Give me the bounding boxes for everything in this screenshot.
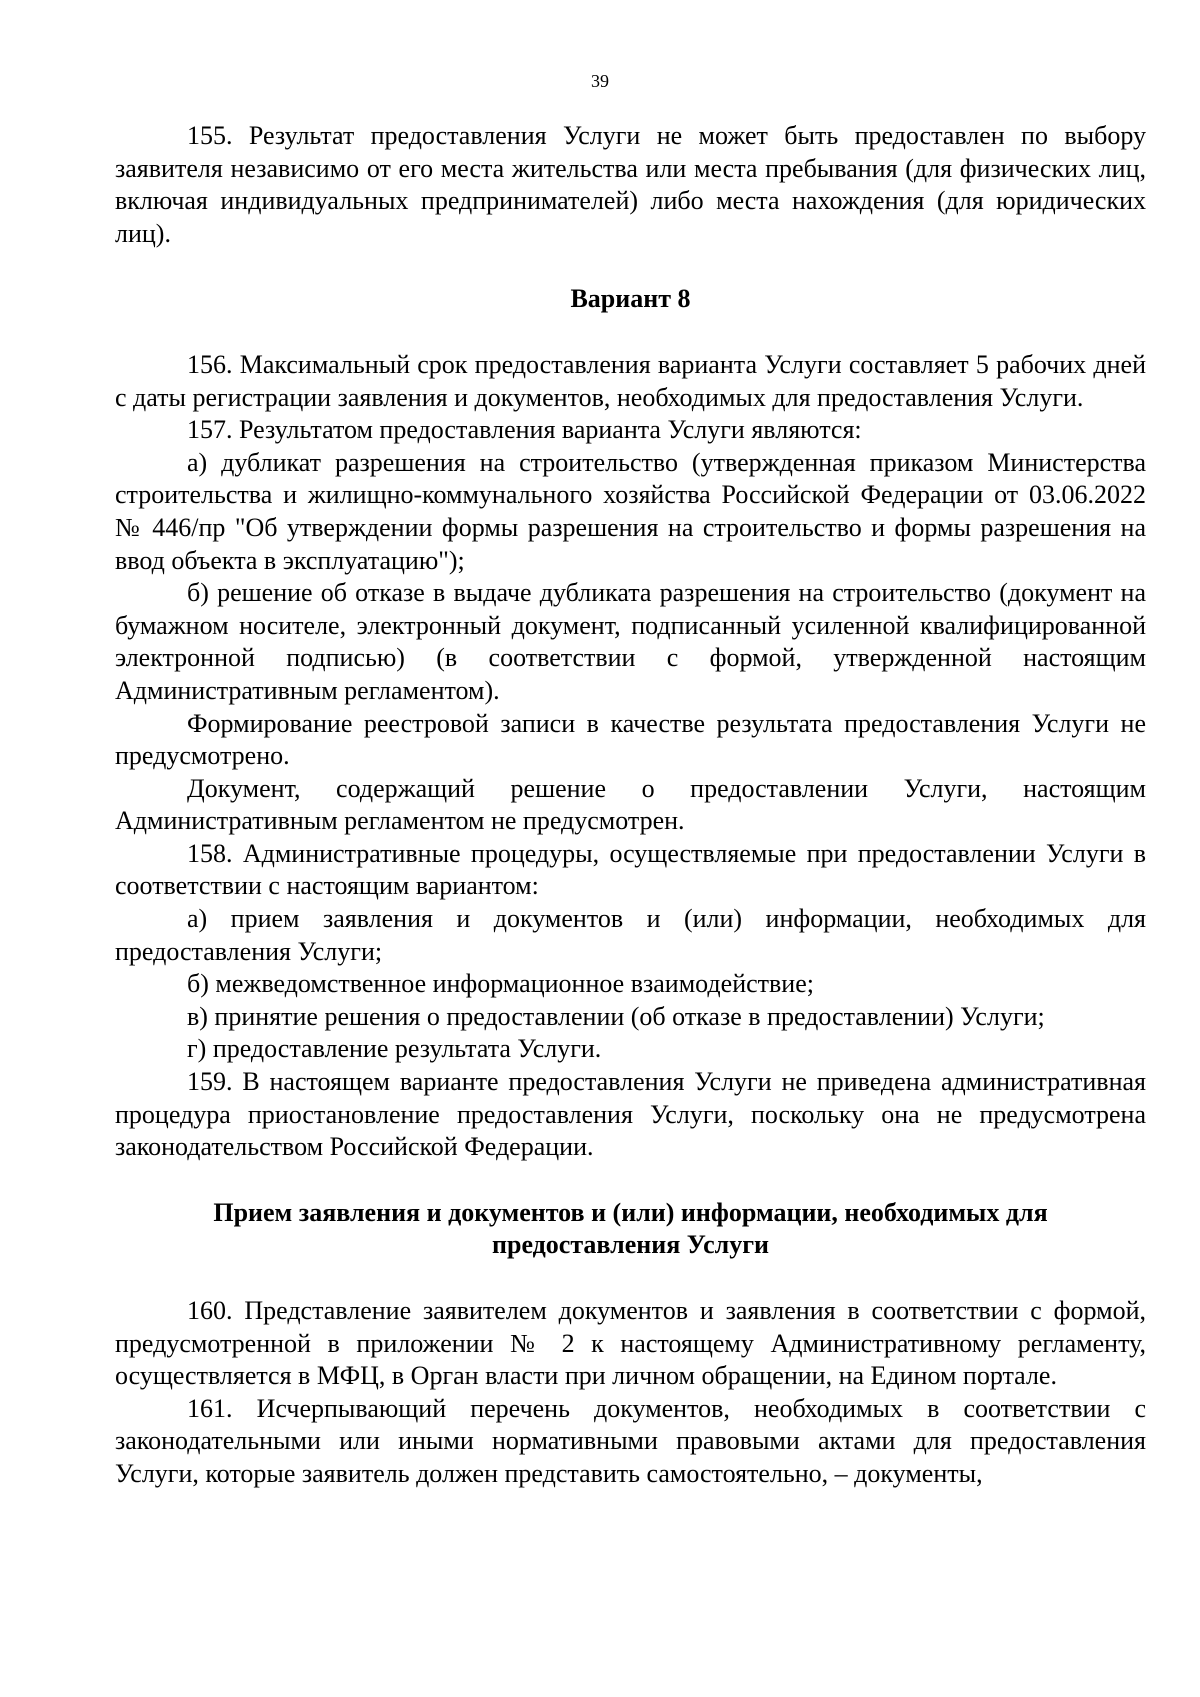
paragraph-157-b: б) решение об отказе в выдаче дубликата разрешения на строительство (документ на бумажном носителе, электронный документ, подписанный усиленной квалифицированной электронной подписью) (в соответствии с формой, утвержденной настоящим Административным регламентом). [115, 578, 1146, 705]
paragraph-158-b: б) межведомственное информационное взаимодействие; [187, 969, 814, 999]
paragraph-155: 155. Результат предоставления Услуги не может быть предоставлен по выбору заявителя независимо от его места жительства или места пребывания (для физических лиц, включая индивидуальных предпринимателей) либо места нахождения (для юридических лиц). [115, 121, 1146, 248]
paragraph-158-v: в) принятие решения о предоставлении (об отказе в предоставлении) Услуги; [187, 1001, 1045, 1031]
paragraph-159: 159. В настоящем варианте предоставления Услуги не приведена административная процедура приостановление предоставления Услуги, поскольку она не предусмотрена законодательством Российской Федерации. [115, 1067, 1146, 1162]
paragraph-158: 158. Административные процедуры, осуществляемые при предоставлении Услуги в соответствии с настоящим вариантом: [115, 838, 1146, 901]
paragraph-156: 156. Максимальный срок предоставления варианта Услуги составляет 5 рабочих дней с даты регистрации заявления и документов, необходимых для предоставления Услуги. [115, 349, 1146, 412]
paragraph-161: 161. Исчерпывающий перечень документов, необходимых в соответствии с законодательными или иными нормативными правовыми актами для предоставления Услуги, которые заявитель должен представить самостоятельно, – документы, [115, 1393, 1146, 1488]
paragraph-registry-record: Формирование реестровой записи в качестве результата предоставления Услуги не предусмотрено. [115, 708, 1146, 771]
document-body [115, 120, 1146, 1491]
paragraph-decision-document: Документ, содержащий решение о предоставлении Услуги, настоящим Административным регламентом не предусмотрен. [115, 773, 1146, 836]
paragraph-157: 157. Результатом предоставления варианта Услуги являются: [187, 415, 862, 445]
section-heading-reception: Прием заявления и документов и (или) информации, необходимых для предоставления Услуги [213, 1197, 1048, 1260]
paragraph-158-g: г) предоставление результата Услуги. [187, 1034, 602, 1064]
section-heading-variant-8: Вариант 8 [570, 284, 691, 314]
paragraph-158-a: а) прием заявления и документов и (или) информации, необходимых для предоставления Услуги; [115, 904, 1146, 966]
paragraph-157-a: а) дубликат разрешения на строительство (утвержденная приказом Министерства строительства и жилищно-коммунального хозяйства Российской Федерации от 03.06.2022 № 446/пр "Об утверждении формы разрешения на строительство и формы разрешения на ввод объекта в эксплуатацию"); [115, 447, 1146, 575]
page-number: 39 [591, 71, 609, 91]
paragraph-160: 160. Представление заявителем документов и заявления в соответствии с формой, предусмотренной в приложении № 2 к настоящему Административному регламенту, осуществляется в МФЦ, в Орган власти при личном обращении, на Едином портале. [115, 1296, 1146, 1391]
